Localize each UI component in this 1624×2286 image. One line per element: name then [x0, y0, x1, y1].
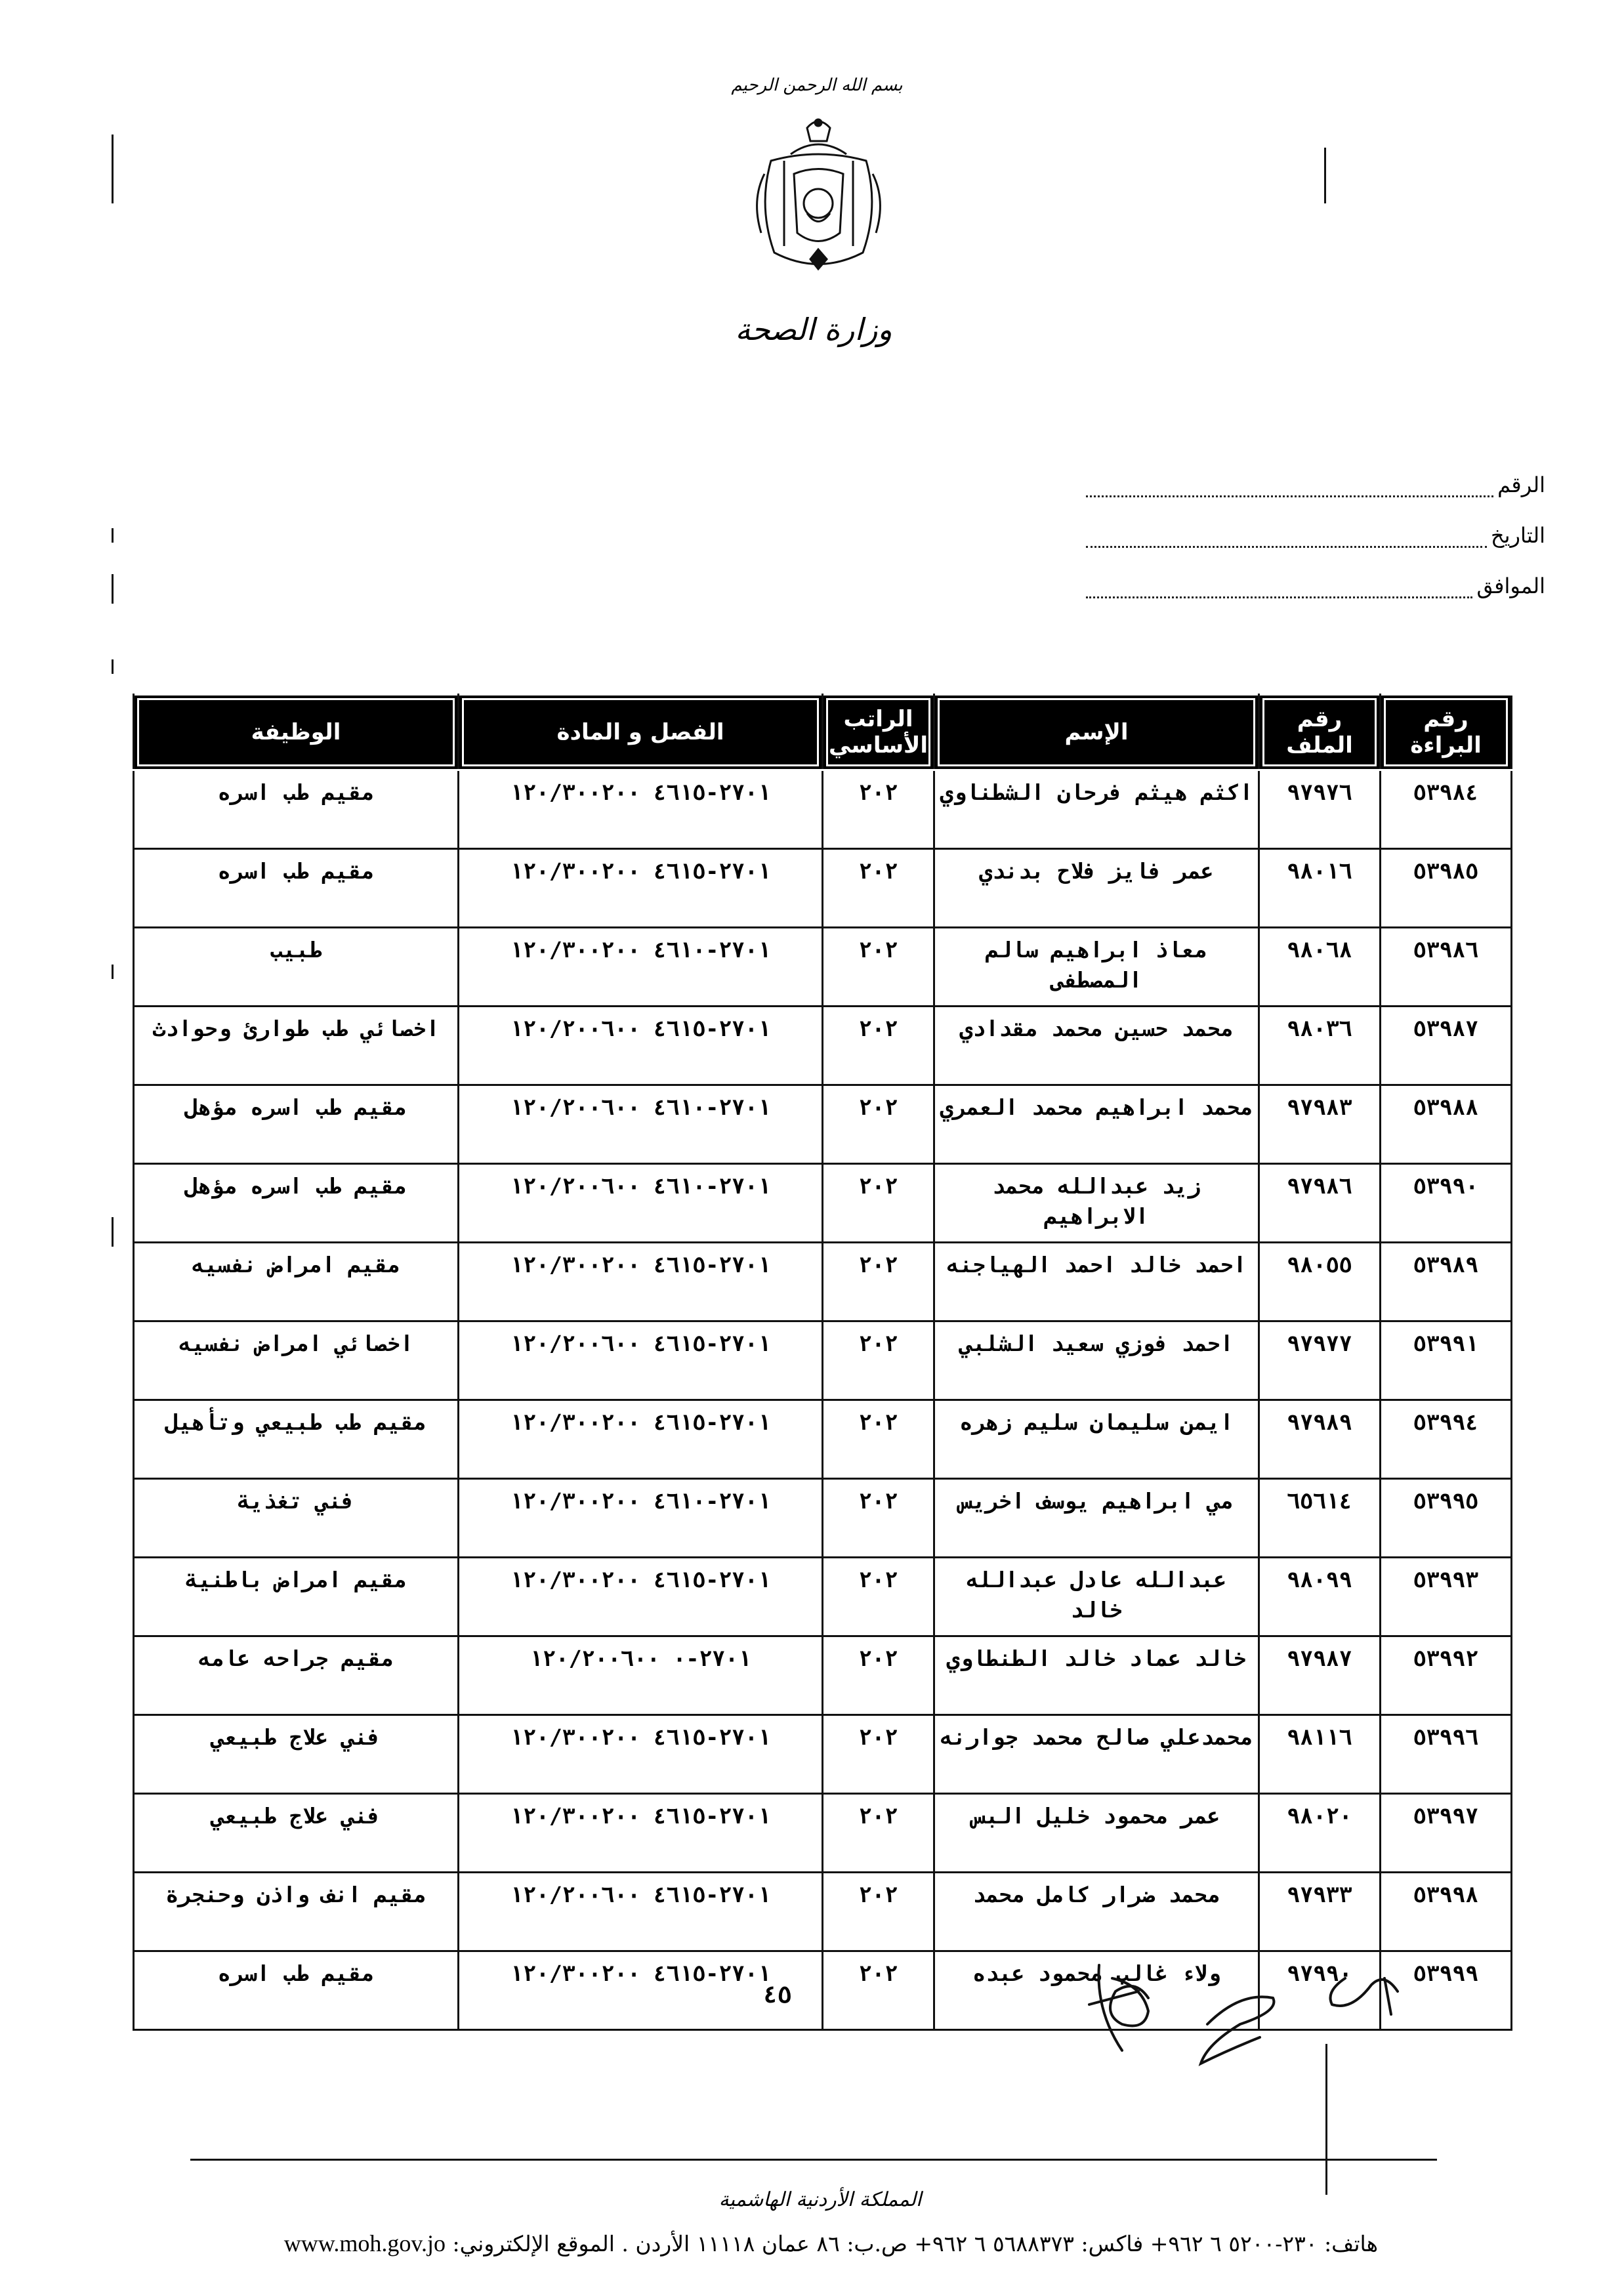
- table-row: [134, 1243, 1512, 1321]
- table-row: [134, 1164, 1512, 1243]
- employee-name: عبدالله عادل عبدالله خالد: [934, 1558, 1259, 1636]
- table-row: [134, 770, 1512, 849]
- table-row: [134, 1715, 1512, 1794]
- job-title: اخصائي امراض نفسيه: [134, 1321, 459, 1400]
- basic-salary: ٢٠٢: [823, 1400, 934, 1479]
- column-header-file-number: رقم الملف: [1259, 695, 1381, 770]
- employee-name: احمد فوزي سعيد الشلبي: [934, 1321, 1259, 1400]
- employee-name: احمد خالد احمد الهياجنه: [934, 1243, 1259, 1321]
- date-field: [1086, 523, 1545, 548]
- employee-name: خالد عماد خالد الطنطاوي: [934, 1636, 1259, 1715]
- job-title: فني تغذية: [134, 1479, 459, 1558]
- margin-mark: [112, 659, 114, 674]
- employee-name: ايمن سليمان سليم زهره: [934, 1400, 1259, 1479]
- basic-salary: ٢٠٢: [823, 1873, 934, 1951]
- certificate-number: ٥٣٩٨٤: [1381, 770, 1512, 849]
- certificate-number: ٥٣٩٩٢: [1381, 1636, 1512, 1715]
- margin-mark: [112, 528, 114, 543]
- basic-salary: ٢٠٢: [823, 1085, 934, 1164]
- margin-mark: [112, 965, 114, 979]
- basic-salary: ٢٠٢: [823, 1636, 934, 1715]
- basic-salary: ٢٠٢: [823, 1951, 934, 2030]
- job-title: مقيم امراض باطنية: [134, 1558, 459, 1636]
- job-title: فني علاج طبيعي: [134, 1794, 459, 1873]
- employee-name: معاذ ابراهيم سالم المصطفى: [934, 928, 1259, 1007]
- file-number: ٩٧٩٣٣: [1259, 1873, 1381, 1951]
- chapter-article: ٢٧٠١-٤٦١٥ ١٢٠/٢٠٠٦٠٠: [459, 1321, 823, 1400]
- table-row: [134, 1479, 1512, 1558]
- chapter-article: ٢٧٠١-٤٦١٠ ١٢٠/٣٠٠٢٠٠: [459, 1479, 823, 1558]
- job-title: طبيب: [134, 928, 459, 1007]
- corresponding-date-label: الموافق: [1476, 573, 1545, 598]
- employee-name: اكثم هيثم فرحان الشطناوي: [934, 770, 1259, 849]
- footer-contact-details: هاتف: ٢٣٠-٥٢٠٠ ٦ ٩٦٢+ فاكس: ٥٦٨٨٣٧٣ ٦ ٩٦٢+ ص.ب: ٨٦ عمان ١١١١٨ الأردن . الموقع الإلكتروني:: [452, 2231, 1378, 2256]
- table-row: [134, 1007, 1512, 1085]
- reference-number-line: [1086, 481, 1493, 497]
- coat-of-arms-icon: [745, 115, 892, 289]
- basic-salary: ٢٠٢: [823, 1715, 934, 1794]
- job-title: فني علاج طبيعي: [134, 1715, 459, 1794]
- table-row: [134, 1558, 1512, 1636]
- certificate-number: ٥٣٩٩٠: [1381, 1164, 1512, 1243]
- date-line: [1086, 531, 1487, 548]
- file-number: ٩٧٩٨٦: [1259, 1164, 1381, 1243]
- margin-mark: [1324, 148, 1326, 203]
- file-number: ٩٧٩٧٧: [1259, 1321, 1381, 1400]
- employee-name: مي ابراهيم يوسف اخريس: [934, 1479, 1259, 1558]
- file-number: ٩٨٠٥٥: [1259, 1243, 1381, 1321]
- chapter-article: ٢٧٠١-٤٦١٥ ١٢٠/٣٠٠٢٠٠: [459, 1243, 823, 1321]
- file-number: ٩٧٩٧٦: [1259, 770, 1381, 849]
- employee-name: محمد ضرار كامل محمد: [934, 1873, 1259, 1951]
- date-label: التاريخ: [1490, 523, 1545, 548]
- chapter-article: ٢٧٠١-٤٦١٠ ١٢٠/٢٠٠٦٠٠: [459, 1085, 823, 1164]
- column-header-chapter-article: الفصل و المادة: [459, 695, 823, 770]
- margin-mark: [112, 1217, 114, 1247]
- employee-name: عمر فايز فلاح بدندي: [934, 849, 1259, 928]
- chapter-article: ٢٧٠١-٤٦١٠ ١٢٠/٣٠٠٢٠٠: [459, 928, 823, 1007]
- basic-salary: ٢٠٢: [823, 849, 934, 928]
- basic-salary: ٢٠٢: [823, 1007, 934, 1085]
- basic-salary: ٢٠٢: [823, 770, 934, 849]
- table-row: [134, 1636, 1512, 1715]
- table-row: [134, 1085, 1512, 1164]
- table-header-row: [134, 695, 1512, 770]
- ministry-name: وزارة الصحة: [735, 312, 892, 347]
- table-row: [134, 849, 1512, 928]
- column-header-basic-salary: الراتب الأساسي: [823, 695, 934, 770]
- employee-name: محمد ابراهيم محمد العمري: [934, 1085, 1259, 1164]
- certificate-number: ٥٣٩٨٧: [1381, 1007, 1512, 1085]
- footer-divider: [190, 2159, 1437, 2161]
- file-number: ٩٨٠٣٦: [1259, 1007, 1381, 1085]
- signatures-icon: [1076, 1952, 1417, 2083]
- certificate-number: ٥٣٩٩٩: [1381, 1951, 1512, 2030]
- certificate-number: ٥٣٩٩١: [1381, 1321, 1512, 1400]
- chapter-article: ٢٧٠١-٤٦١٥ ١٢٠/٣٠٠٢٠٠: [459, 1951, 823, 2030]
- basmala: بسم الله الرحمن الرحيم: [731, 75, 903, 95]
- file-number: ٩٧٩٩٠: [1259, 1951, 1381, 2030]
- certificate-number: ٥٣٩٩٨: [1381, 1873, 1512, 1951]
- file-number: ٩٨٠٩٩: [1259, 1558, 1381, 1636]
- page-number: ٤٥: [763, 1982, 792, 2008]
- file-number: ٩٨٠٢٠: [1259, 1794, 1381, 1873]
- footer-website-link[interactable]: www.moh.gov.jo: [283, 2230, 446, 2256]
- certificate-number: ٥٣٩٨٥: [1381, 849, 1512, 928]
- file-number: ٩٧٩٨٩: [1259, 1400, 1381, 1479]
- employee-name: محمدعلي صالح محمد جوارنه: [934, 1715, 1259, 1794]
- footer-contact: [283, 2230, 1378, 2257]
- certificate-number: ٥٣٩٩٥: [1381, 1479, 1512, 1558]
- certificate-number: ٥٣٩٨٩: [1381, 1243, 1512, 1321]
- basic-salary: ٢٠٢: [823, 1479, 934, 1558]
- file-number: ٩٨٠١٦: [1259, 849, 1381, 928]
- file-number: ٩٨٠٦٨: [1259, 928, 1381, 1007]
- job-title: مقيم طب اسره: [134, 770, 459, 849]
- reference-number-field: [1086, 472, 1545, 497]
- file-number: ٩٧٩٨٣: [1259, 1085, 1381, 1164]
- job-title: مقيم امراض نفسيه: [134, 1243, 459, 1321]
- job-title: اخصائي طب طوارئ وحوادث: [134, 1007, 459, 1085]
- column-header-certificate-number: رقم البراءة: [1381, 695, 1512, 770]
- column-header-job-title: الوظيفة: [134, 695, 459, 770]
- job-title: مقيم طب اسره مؤهل: [134, 1085, 459, 1164]
- chapter-article: ٢٧٠١-٤٦١٥ ١٢٠/٢٠٠٦٠٠: [459, 1007, 823, 1085]
- basic-salary: ٢٠٢: [823, 1164, 934, 1243]
- certificate-number: ٥٣٩٩٦: [1381, 1715, 1512, 1794]
- chapter-article: ٢٧٠١-٠ ١٢٠/٢٠٠٦٠٠: [459, 1636, 823, 1715]
- certificate-number: ٥٣٩٩٣: [1381, 1558, 1512, 1636]
- footer-country: المملكة الأردنية الهاشمية: [718, 2188, 922, 2211]
- file-number: ٦٥٦١٤: [1259, 1479, 1381, 1558]
- corresponding-date-field: [1086, 573, 1545, 598]
- chapter-article: ٢٧٠١-٤٦١٥ ١٢٠/٣٠٠٢٠٠: [459, 1558, 823, 1636]
- employee-name: زيد عبدالله محمد الابراهيم: [934, 1164, 1259, 1243]
- file-number: ٩٧٩٨٧: [1259, 1636, 1381, 1715]
- reference-number-label: الرقم: [1497, 472, 1545, 497]
- chapter-article: ٢٧٠١-٤٦١٥ ١٢٠/٣٠٠٢٠٠: [459, 1794, 823, 1873]
- certificate-number: ٥٣٩٩٧: [1381, 1794, 1512, 1873]
- employee-name: محمد حسين محمد مقدادي: [934, 1007, 1259, 1085]
- chapter-article: ٢٧٠١-٤٦١٥ ١٢٠/٢٠٠٦٠٠: [459, 1873, 823, 1951]
- job-title: مقيم طب اسره: [134, 1951, 459, 2030]
- chapter-article: ٢٧٠١-٤٦١٥ ١٢٠/٣٠٠٢٠٠: [459, 1715, 823, 1794]
- table-row: [134, 1794, 1512, 1873]
- chapter-article: ٢٧٠١-٤٦١٠ ١٢٠/٢٠٠٦٠٠: [459, 1164, 823, 1243]
- job-title: مقيم طب اسره: [134, 849, 459, 928]
- corresponding-date-line: [1086, 582, 1472, 598]
- employee-name: عمر محمود خليل البس: [934, 1794, 1259, 1873]
- file-number: ٩٨١١٦: [1259, 1715, 1381, 1794]
- basic-salary: ٢٠٢: [823, 1558, 934, 1636]
- certificate-number: ٥٣٩٩٤: [1381, 1400, 1512, 1479]
- margin-mark: [112, 574, 114, 604]
- table-row: [134, 1873, 1512, 1951]
- employee-roster-table: [133, 694, 1512, 2031]
- employee-name: ولاء غالب محمود عبده: [934, 1951, 1259, 2030]
- basic-salary: ٢٠٢: [823, 1243, 934, 1321]
- margin-mark: [112, 135, 114, 203]
- chapter-article: ٢٧٠١-٤٦١٥ ١٢٠/٣٠٠٢٠٠: [459, 770, 823, 849]
- column-header-name: الإسم: [934, 695, 1259, 770]
- chapter-article: ٢٧٠١-٤٦١٥ ١٢٠/٣٠٠٢٠٠: [459, 849, 823, 928]
- job-title: مقيم انف واذن وحنجرة: [134, 1873, 459, 1951]
- chapter-article: ٢٧٠١-٤٦١٥ ١٢٠/٣٠٠٢٠٠: [459, 1400, 823, 1479]
- job-title: مقيم طب طبيعي وتأهيل: [134, 1400, 459, 1479]
- table-row: [134, 928, 1512, 1007]
- basic-salary: ٢٠٢: [823, 1794, 934, 1873]
- table-row: [134, 1400, 1512, 1479]
- job-title: مقيم طب اسره مؤهل: [134, 1164, 459, 1243]
- certificate-number: ٥٣٩٨٦: [1381, 928, 1512, 1007]
- basic-salary: ٢٠٢: [823, 928, 934, 1007]
- certificate-number: ٥٣٩٨٨: [1381, 1085, 1512, 1164]
- table-row: [134, 1321, 1512, 1400]
- basic-salary: ٢٠٢: [823, 1321, 934, 1400]
- job-title: مقيم جراحه عامه: [134, 1636, 459, 1715]
